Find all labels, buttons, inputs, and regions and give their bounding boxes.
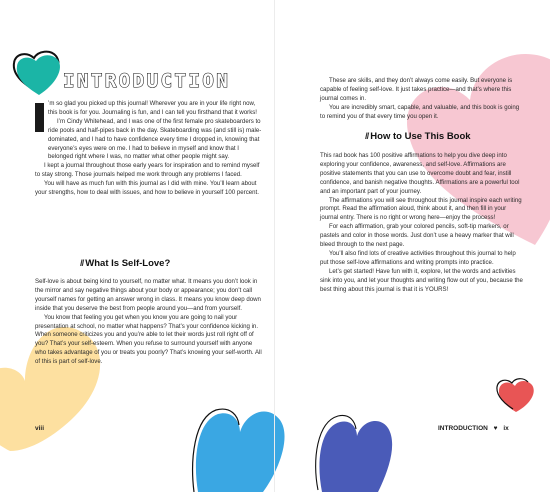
how-to-paragraph: The affirmations you will see throughout this journal inspire each writing prompt. Read the affirmation aloud, think about it, and then fill in your journal entry. There is no right or wrong here—enjoy the process! [320, 196, 522, 222]
right-paragraph: These are skills, and they don’t always come easily. But everyone is capable of feeling self-love. It just takes practice—and that’s where this journal comes in. [320, 77, 513, 102]
self-love-text [35, 278, 262, 367]
section-heading-self-love: // What Is Self-Love? [80, 258, 171, 269]
footer-heart-icon: ♥ [493, 425, 498, 432]
section-heading-how-to: // How to Use This Book [365, 131, 471, 142]
intro-paragraph: You will have as much fun with this journal as I did with mine. You’ll learn about your strengths, how to deal with issues, and how to believe in yourself 100 percent. [35, 180, 259, 197]
right-paragraph: You are incredibly smart, capable, and valuable, and this book is going to remind you of that every time you open it. [320, 103, 520, 120]
blue-heart-decoration [188, 392, 288, 492]
intro-paragraph: ’m so glad you picked up this journal! Wherever you are in your life right now, this book is for you. Journaling is fun, and I can tell you firsthand that it works! [48, 100, 257, 116]
page-title: INTRODUCTION [63, 70, 231, 92]
teal-heart-icon [8, 46, 66, 98]
self-love-paragraph: Self-love is about being kind to yourself, no matter what. It means you don’t look in the mirror and say negative things about your body or appearance; you don’t call yourself names for getting an answer wrong in class. It means you know deep down inside that you deserve the best from people around you—and from yourself. [35, 278, 261, 312]
red-heart-icon [496, 376, 538, 416]
indigo-heart-decoration [312, 402, 396, 492]
page-number-left: viii [35, 425, 45, 432]
self-love-paragraph: You know that feeling you get when you know you are going to nail your presentation at school, no matter what happens? That’s your confidence kicking in. When someone criticizes you and you’re able to let their words just roll right off of you? That’s your self-esteem. When you refuse to surround yourself with anyone who takes advantage of you or treats you poorly? That’s knowing your self-worth. All of this is part of self-love. [35, 313, 262, 366]
double-chevron-icon: // [365, 131, 369, 142]
how-to-paragraph: You’ll also find lots of creative activities throughout this journal to help put those self-love affirmations and writing prompts into practice. [320, 249, 516, 266]
intro-text [35, 100, 262, 198]
how-to-text [320, 152, 524, 295]
how-to-paragraph: This rad book has 100 positive affirmations to help you dive deep into exploring your confidence, awareness, and self-love. Affirmations are positive statements that you can use to overcome doubt and fear, instill confidence, and banish negative thoughts. Affirmations are a powerful tool and an important part of your journey. [320, 152, 520, 195]
how-to-paragraph: For each affirmation, grab your colored pencils, soft-tip markers, or pastels and color in those words. Just don’t use a heavy marker that will bleed through to the next page. [320, 223, 514, 249]
running-footer [438, 425, 509, 432]
page-gutter [274, 0, 275, 492]
intro-paragraph: I’m Cindy Whitehead, and I was one of the first female pro skateboarders to ride pools and half-pipes back in the day. Skateboarding was (and still is) male-dominated, and I had to have confidence every time I dropped in, knowing that everyone’s eyes were on me. I had to believe in myself and know that I belonged right where I was, no matter what other people might say. [48, 117, 262, 161]
intro-paragraph: I kept a journal throughout those early years for inspiration and to remind myself to stay strong. Those journals helped me work through any problems I faced. [35, 162, 260, 179]
double-chevron-icon: // [80, 258, 84, 269]
page-number-right: ix [503, 425, 509, 432]
right-top-text [320, 77, 520, 122]
footer-label: INTRODUCTION [438, 425, 488, 432]
how-to-paragraph: Let’s get started! Have fun with it, explore, let the words and activities sink into you, and let your thoughts and writing flow out of you, because the best thing about this journal is that it is YOURS! [320, 267, 523, 293]
